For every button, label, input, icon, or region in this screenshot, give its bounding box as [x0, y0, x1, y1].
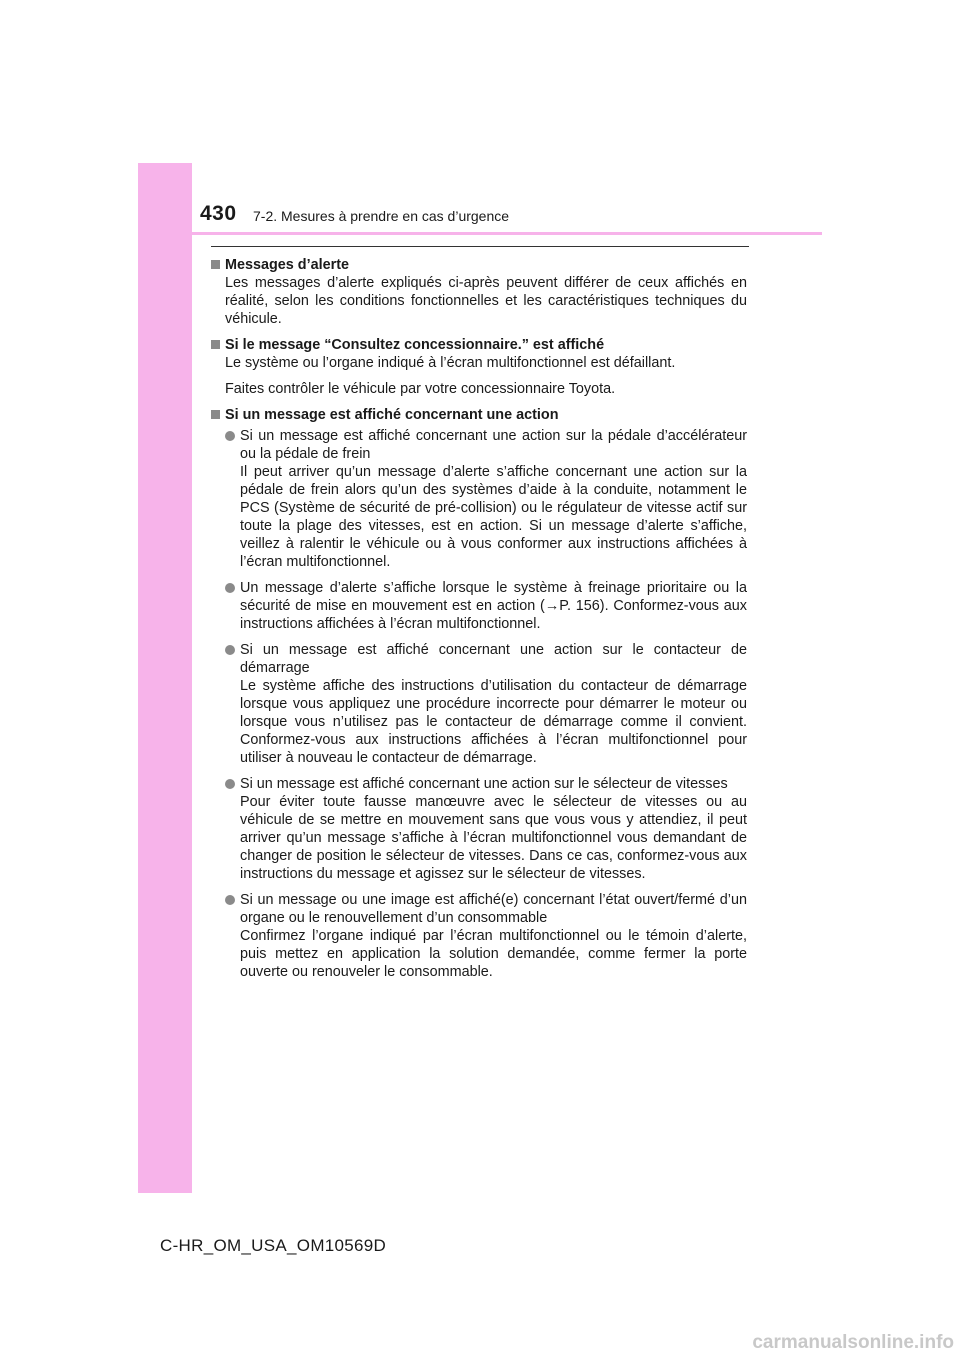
square-bullet-icon: [211, 410, 220, 419]
list-item: [211, 775, 747, 883]
bullet-title: Si un message est affiché concernant une action sur le sélecteur de vitesses: [240, 776, 728, 792]
section-warning-messages: [211, 256, 747, 328]
page-number: 430: [200, 202, 237, 225]
section-heading: Si le message “Consultez concessionnaire.” est affiché: [225, 337, 605, 353]
header-rule: [211, 246, 749, 247]
list-item: [211, 891, 747, 981]
section-paragraph: Faites contrôler le véhicule par votre concessionnaire Toyota.: [225, 381, 616, 397]
section-heading: Si un message est affiché concernant une action: [225, 407, 559, 423]
bullet-title: Si un message est affiché concernant une action sur le contacteur de démarrage: [240, 642, 747, 676]
square-bullet-icon: [211, 260, 220, 269]
bullet-text: Il peut arriver qu’un message d’alerte s’affiche concernant une action sur la pédale de frein alors qu’un des systèmes d’aide à la conduite, notamment le PCS (Système de sécurité de pré-collision) ou le régulateur de vitesse actif sur toute la plage des vitesses, est en action. Si un message d’alerte s’affiche, veillez à ralentir le véhicule ou à vous conformer aux instructions affichées à l’écran multifonctionnel.: [240, 464, 747, 570]
bullet-text: Pour éviter toute fausse manœuvre avec le sélecteur de vitesses ou au véhicule de se mettre en mouvement sans que vous vous y attendiez, il peut arriver qu’un message s’affiche à l’écran multifonctionnel vous demandant de changer de position le sélecteur de vitesses. Dans ce cas, conformez-vous aux instructions du message et agissez sur le sélecteur de vitesses.: [240, 794, 747, 882]
bullet-title: Si un message est affiché concernant une action sur la pédale d’accélérateur ou la pédale de frein: [240, 428, 747, 462]
bullet-title: Si un message ou une image est affiché(e) concernant l’état ouvert/fermé d’un organe ou le renouvellement d’un consommable: [240, 892, 747, 926]
round-bullet-icon: [225, 779, 235, 789]
round-bullet-icon: [225, 431, 235, 441]
section-consult-dealer: [211, 336, 747, 398]
header-accent-line: [138, 232, 822, 235]
section-action-message: [211, 406, 747, 981]
page-content: [211, 256, 747, 989]
section-paragraph: Les messages d’alerte expliqués ci-après peuvent différer de ceux affichés en réalité, selon les conditions fonctionnelles et les caractéristiques techniques du véhicule.: [225, 275, 747, 327]
list-item: [211, 427, 747, 571]
bullet-text: Un message d’alerte s’affiche lorsque le système à freinage prioritaire ou la sécurité de mise en mouvement est en action (→P. 156). Conformez-vous aux instructions affichées à l’écran multifonctionnel.: [240, 580, 747, 632]
watermark: carmanualsonline.info: [752, 1332, 954, 1353]
document-code: C-HR_OM_USA_OM10569D: [160, 1236, 387, 1255]
square-bullet-icon: [211, 340, 220, 349]
round-bullet-icon: [225, 583, 235, 593]
list-item: [211, 641, 747, 767]
round-bullet-icon: [225, 895, 235, 905]
list-item: [211, 579, 747, 633]
chapter-tab-sidebar: [138, 163, 192, 1193]
chapter-title: 7-2. Mesures à prendre en cas d’urgence: [253, 208, 510, 224]
section-paragraph: Le système ou l’organe indiqué à l’écran multifonctionnel est défaillant.: [225, 355, 676, 371]
round-bullet-icon: [225, 645, 235, 655]
bullet-text: Le système affiche des instructions d’utilisation du contacteur de démarrage lorsque vous appliquez une procédure incorrecte pour démarrer le moteur ou lorsque vous n’utilisez pas le contacteur de démarrage comme il convient. Conformez-vous aux instructions affichées à l’écran multifonctionnel pour utiliser à nouveau le contacteur de démarrage.: [240, 678, 747, 766]
bullet-text: Confirmez l’organe indiqué par l’écran multifonctionnel ou le témoin d’alerte, puis mettez en application la solution demandée, comme fermer la porte ouverte ou renouveler le consommable.: [240, 928, 747, 980]
section-heading: Messages d’alerte: [225, 257, 349, 273]
bullet-list: [211, 427, 747, 981]
